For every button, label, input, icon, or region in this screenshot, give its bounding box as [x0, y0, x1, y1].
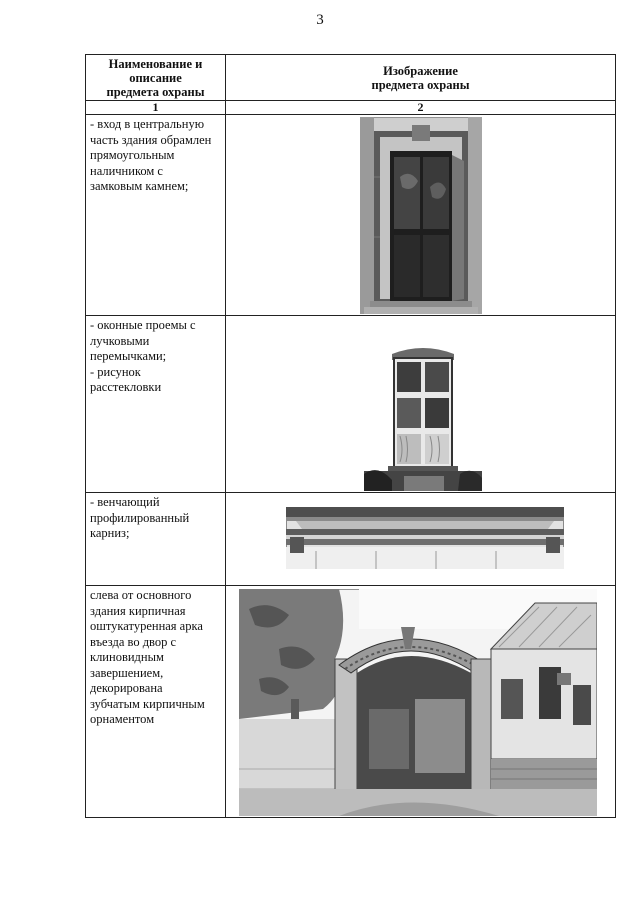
header-line: Наименование и — [108, 56, 203, 71]
page-number: 3 — [316, 12, 324, 28]
description-line: наличником с — [90, 163, 163, 178]
header-name-description — [86, 55, 226, 101]
header-line: описание — [129, 70, 182, 85]
row-description — [86, 493, 226, 586]
row-description — [86, 586, 226, 818]
arch-photo — [239, 589, 597, 816]
description-line: лучковыми — [90, 333, 150, 348]
table-row — [86, 493, 616, 586]
description-line: - оконные проемы с — [90, 318, 196, 332]
header-line: предмета охраны — [106, 84, 205, 99]
description-line: замковым камнем; — [90, 179, 189, 193]
description-line: прямоугольным — [90, 148, 175, 162]
header-line: предмета охраны — [371, 77, 470, 92]
description-line: перемычками; — [90, 349, 167, 363]
door-photo — [360, 117, 482, 314]
table-row — [86, 115, 616, 316]
description-line: расстекловки — [90, 380, 162, 394]
row-image-cell — [226, 493, 616, 586]
table-row — [86, 586, 616, 818]
row-description — [86, 115, 226, 316]
description-line: слева от основного — [90, 588, 192, 602]
description-line: профилированный — [90, 510, 190, 525]
header-line: Изображение — [383, 63, 458, 78]
description-line: въезда во двор с — [90, 634, 177, 649]
row-image-cell — [226, 316, 616, 493]
description-line: зубчатым кирпичным — [90, 696, 205, 711]
window-photo — [364, 346, 482, 491]
description-line: - рисунок — [90, 364, 141, 379]
description-line: декорирована — [90, 681, 163, 695]
column-number: 2 — [226, 101, 616, 115]
row-description — [86, 316, 226, 493]
row-image-cell — [226, 115, 616, 316]
description-line: - венчающий — [90, 495, 160, 509]
header-image — [226, 55, 616, 101]
cornice-photo — [286, 507, 564, 569]
table-row — [86, 316, 616, 493]
protection-subject-table — [85, 54, 616, 818]
description-line: завершением, — [90, 665, 164, 680]
description-line: карниз; — [90, 526, 130, 540]
description-line: - вход в центральную — [90, 117, 205, 131]
table-header-row — [86, 55, 616, 101]
description-line: оштукатуренная арка — [90, 619, 203, 633]
description-line: здания кирпичная — [90, 603, 186, 618]
description-line: орнаментом — [90, 712, 155, 726]
row-image-cell — [226, 586, 616, 818]
description-line: часть здания обрамлен — [90, 132, 212, 147]
column-number: 1 — [86, 101, 226, 115]
column-number-row — [86, 101, 616, 115]
description-line: клиновидным — [90, 650, 164, 664]
